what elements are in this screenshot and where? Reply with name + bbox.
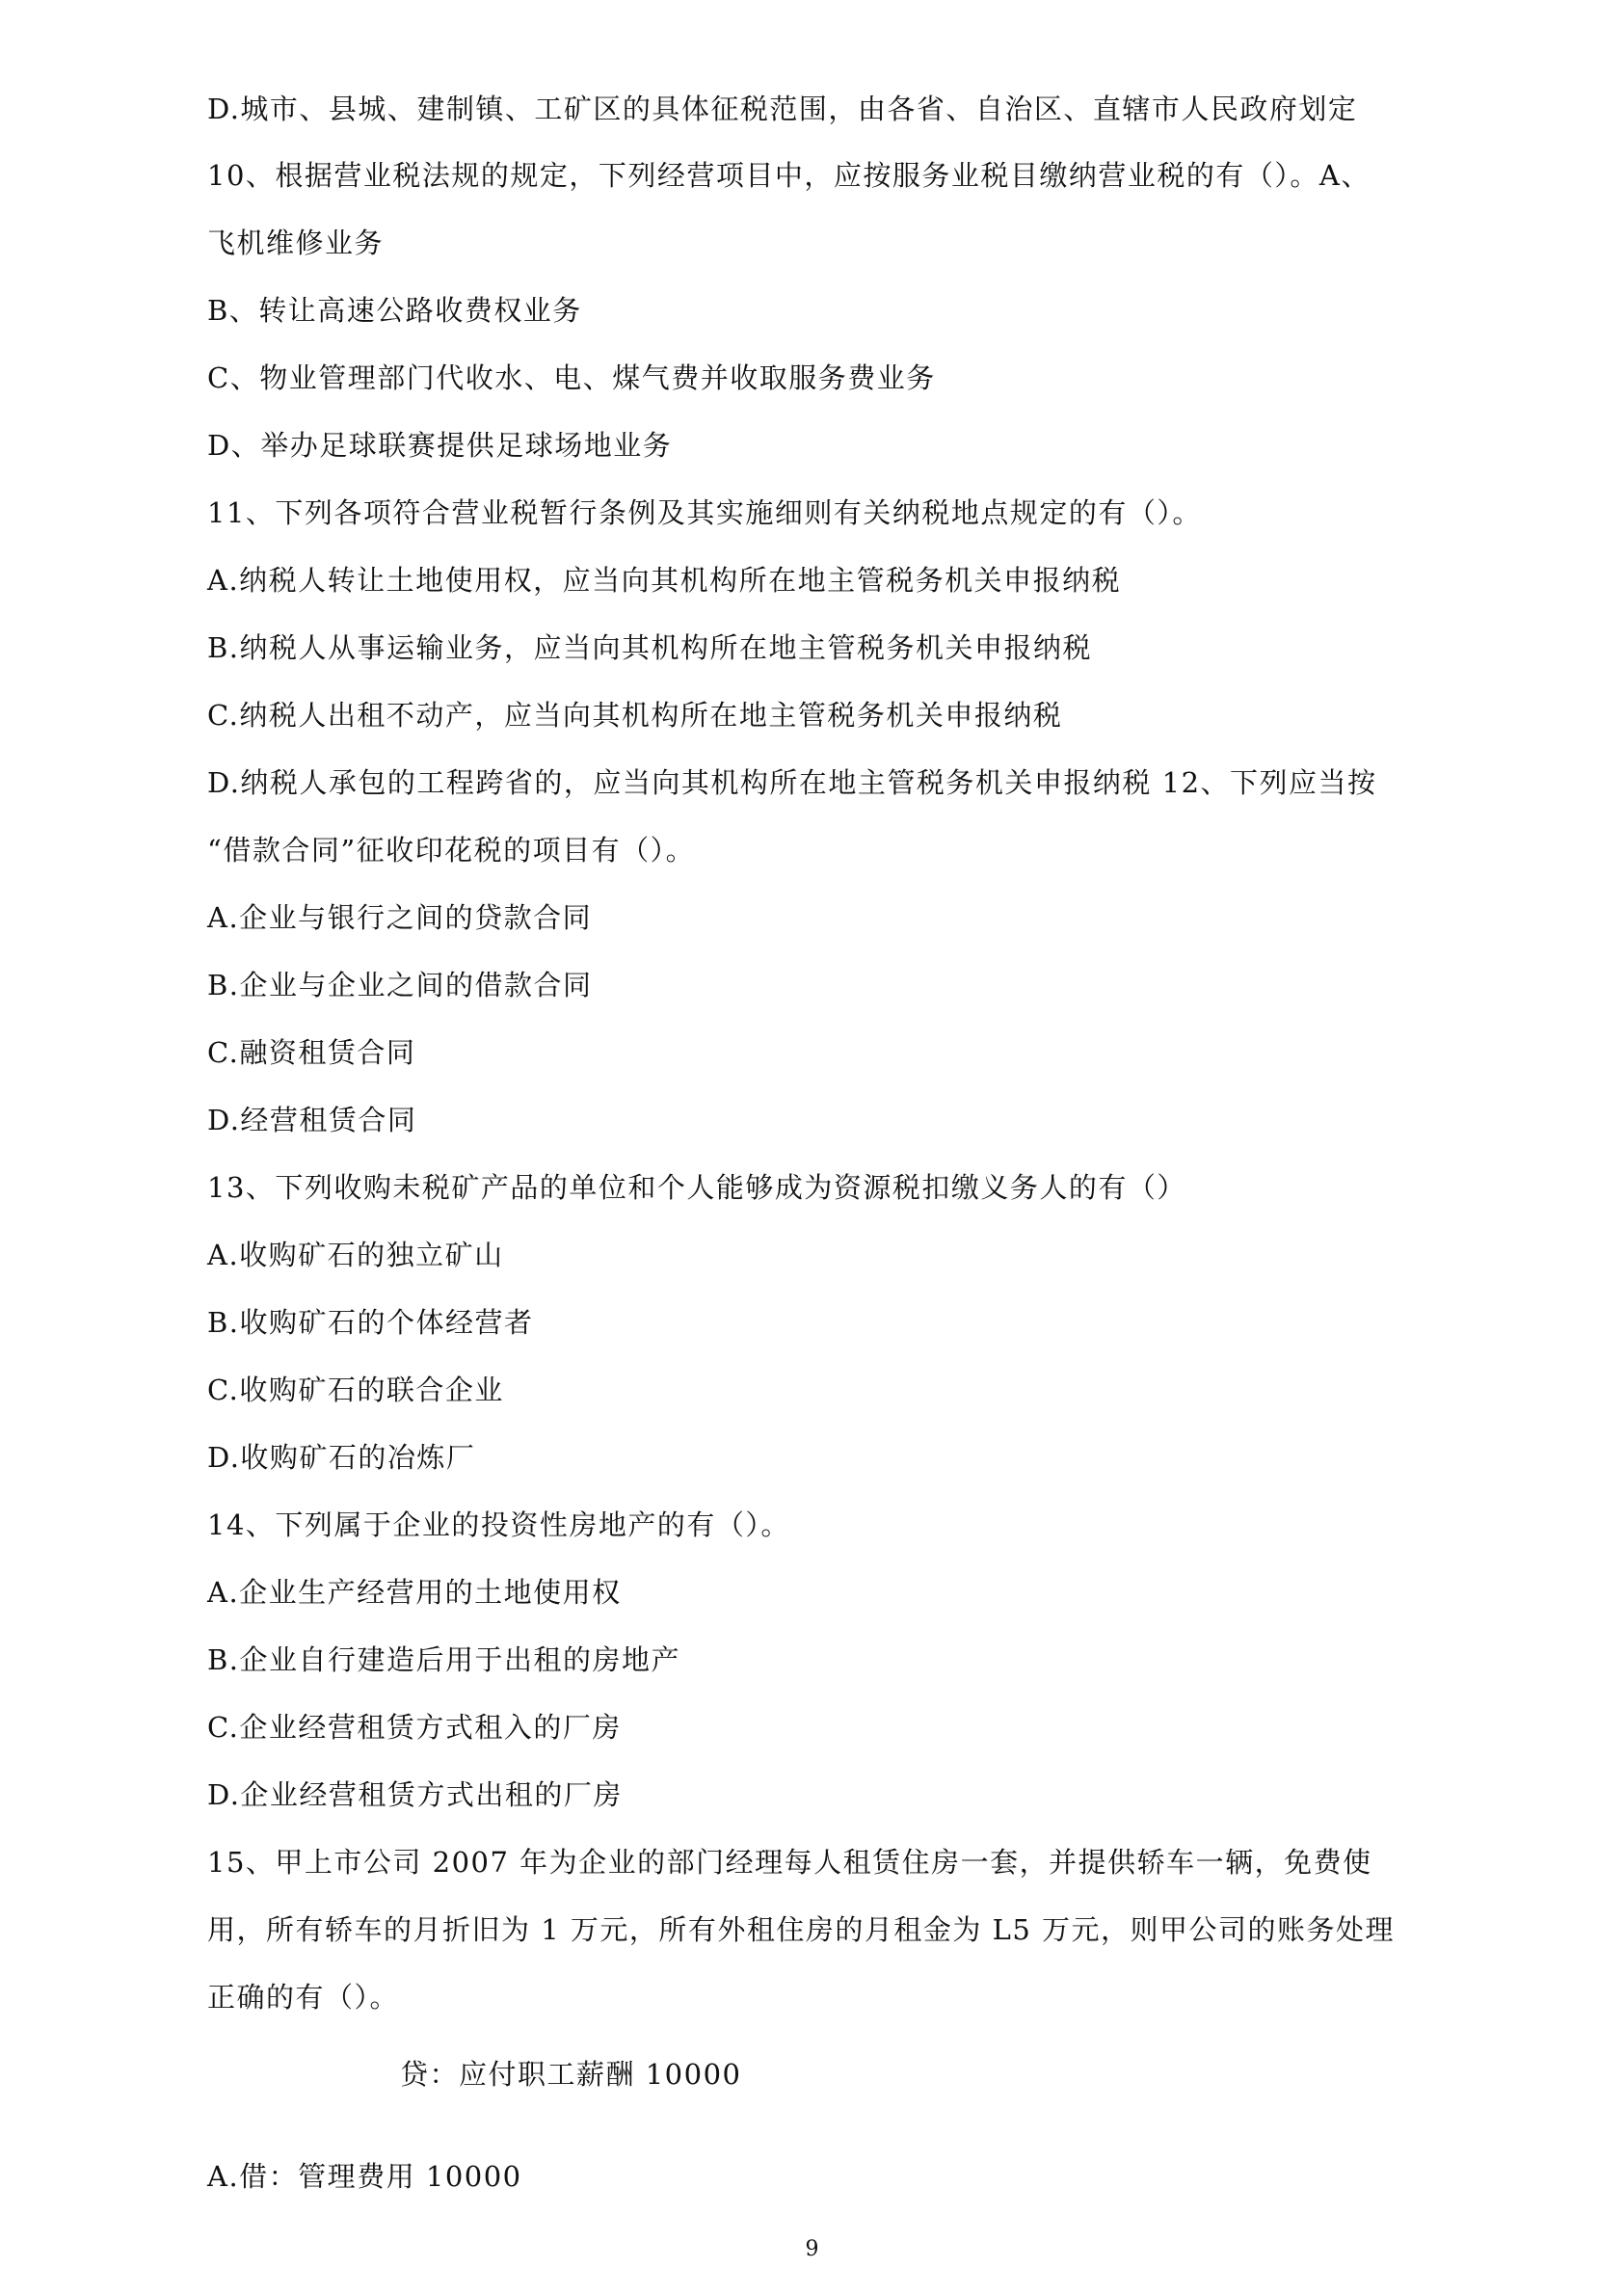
text-line: 10、根据营业税法规的规定，下列经营项目中，应按服务业税目缴纳营业税的有（）。A、: [207, 159, 1371, 192]
text-line: 飞机维修业务: [207, 227, 385, 259]
text-line: A.企业生产经营用的土地使用权: [207, 1576, 622, 1609]
text-line: A.收购矿石的独立矿山: [207, 1239, 504, 1271]
text-line: A.纳税人转让土地使用权，应当向其机构所在地主管税务机关申报纳税: [207, 564, 1122, 597]
text-line: C、物业管理部门代收水、电、煤气费并收取服务费业务: [207, 361, 936, 394]
text-line: B、转让高速公路收费权业务: [207, 294, 582, 327]
text-line: 13、下列收购未税矿产品的单位和个人能够成为资源税扣缴义务人的有（）: [207, 1171, 1186, 1204]
text-line: “借款合同”征收印花税的项目有（）。: [207, 834, 696, 867]
text-line: 正确的有（）。: [207, 1981, 400, 2014]
text-line: 14、下列属于企业的投资性房地产的有（）。: [207, 1508, 790, 1541]
text-line: D.企业经营租赁方式出租的厂房: [207, 1778, 623, 1811]
text-line: 15、甲上市公司 2007 年为企业的部门经理每人租赁住房一套，并提供轿车一辆，免费使: [207, 1846, 1372, 1879]
text-line: C.收购矿石的联合企业: [207, 1374, 504, 1406]
text-line: C.企业经营租赁方式租入的厂房: [207, 1711, 622, 1744]
text-line: D.纳税人承包的工程跨省的，应当向其机构所在地主管税务机关申报纳税 12、下列应当按: [207, 766, 1377, 799]
text-line: C.融资租赁合同: [207, 1036, 416, 1069]
journal-entry-credit: 贷：应付职工薪酬 10000: [400, 2058, 742, 2091]
text-line: C.纳税人出租不动产，应当向其机构所在地主管税务机关申报纳税: [207, 699, 1063, 732]
page-number: 9: [805, 2237, 819, 2261]
text-line: B.企业与企业之间的借款合同: [207, 969, 593, 1001]
text-line: B.纳税人从事运输业务，应当向其机构所在地主管税务机关申报纳税: [207, 631, 1093, 664]
text-line: D、举办足球联赛提供足球场地业务: [207, 429, 673, 462]
text-line: D.收购矿石的冶炼厂: [207, 1441, 476, 1474]
text-line: B.企业自行建造后用于出租的房地产: [207, 1643, 681, 1676]
text-line: A.企业与银行之间的贷款合同: [207, 901, 593, 934]
text-line: D.城市、县城、建制镇、工矿区的具体征税范围，由各省、自治区、直辖市人民政府划定: [207, 93, 1358, 125]
journal-entry-debit: A.借：管理费用 10000: [207, 2160, 522, 2193]
text-line: B.收购矿石的个体经营者: [207, 1306, 534, 1339]
text-line: D.经营租赁合同: [207, 1104, 417, 1136]
text-line: 11、下列各项符合营业税暂行条例及其实施细则有关纳税地点规定的有（）。: [207, 496, 1202, 529]
text-line: 用，所有轿车的月折旧为 1 万元，所有外租住房的月租金为 L5 万元，则甲公司的账务处理: [207, 1913, 1396, 1946]
